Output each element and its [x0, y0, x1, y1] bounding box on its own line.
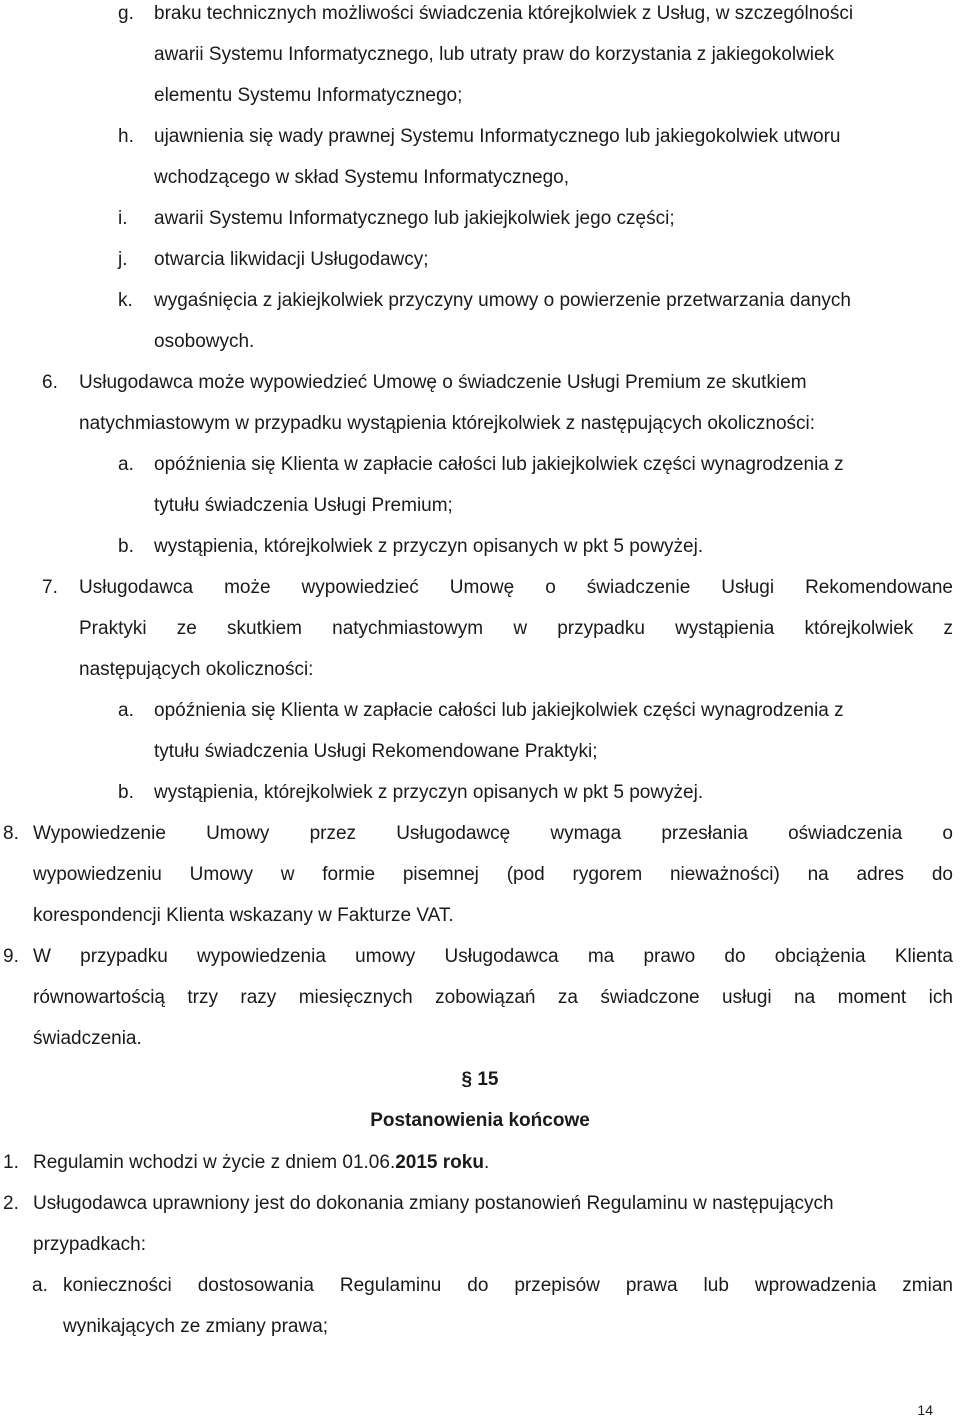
line-text: elementu Systemu Informatycznego;	[154, 85, 463, 106]
line-text: wygaśnięcia z jakiejkolwiek przyczyny umowy o powierzenie przetwarzania danych	[154, 290, 851, 311]
line-text: tytułu świadczenia Usługi Premium;	[154, 495, 453, 516]
list-marker: i.	[118, 208, 128, 229]
line-text: Usługodawca uprawniony jest do dokonania zmiany postanowień Regulaminu w następujących	[33, 1193, 834, 1214]
list-marker: h.	[118, 126, 134, 147]
line-text: wchodzącego w skład Systemu Informatycznego,	[154, 167, 570, 188]
list-marker: a.	[118, 454, 134, 475]
line-text: Regulamin wchodzi w życie z dniem 01.06.2015 roku.	[33, 1152, 490, 1173]
list-marker: 1.	[3, 1152, 19, 1173]
list-marker: b.	[118, 782, 134, 803]
line-text: awarii Systemu Informatycznego lub jakiejkolwiek jego części;	[154, 208, 675, 229]
line-text: Usługodawca może wypowiedzieć Umowę o świadczenie Usługi Rekomendowane	[79, 577, 953, 598]
line-text: opóźnienia się Klienta w zapłacie całości lub jakiejkolwiek części wynagrodzenia z	[154, 454, 844, 475]
list-marker: a.	[118, 700, 134, 721]
list-marker: g.	[118, 3, 134, 24]
line-text: równowartością trzy razy miesięcznych zobowiązań za świadczone usługi na moment ich	[33, 987, 953, 1008]
line-text: opóźnienia się Klienta w zapłacie całości lub jakiejkolwiek części wynagrodzenia z	[154, 700, 844, 721]
line-text: ujawnienia się wady prawnej Systemu Informatycznego lub jakiegokolwiek utworu	[154, 126, 841, 147]
line-text: konieczności dostosowania Regulaminu do przepisów prawa lub wprowadzenia zmian	[63, 1275, 953, 1296]
line-text: Wypowiedzenie Umowy przez Usługodawcę wymaga przesłania oświadczenia o	[33, 823, 953, 844]
line-text: osobowych.	[154, 331, 255, 352]
line-text: wynikających ze zmiany prawa;	[63, 1316, 329, 1337]
list-marker: 2.	[3, 1193, 19, 1214]
list-marker: 9.	[3, 946, 19, 967]
list-marker: j.	[118, 249, 128, 270]
list-marker: 8.	[3, 823, 19, 844]
list-marker: a.	[32, 1275, 48, 1296]
line-text: wystąpienia, którejkolwiek z przyczyn opisanych w pkt 5 powyżej.	[154, 536, 704, 557]
line-text: Usługodawca może wypowiedzieć Umowę o świadczenie Usługi Premium ze skutkiem	[79, 372, 807, 393]
line-text: wypowiedzeniu Umowy w formie pisemnej (pod rygorem nieważności) na adres do	[33, 864, 953, 885]
line-text: świadczenia.	[33, 1028, 142, 1049]
line-text: tytułu świadczenia Usługi Rekomendowane Praktyki;	[154, 741, 598, 762]
line-text: korespondencji Klienta wskazany w Fakturze VAT.	[33, 905, 454, 926]
list-marker: 6.	[42, 372, 58, 393]
line-text: awarii Systemu Informatycznego, lub utraty praw do korzystania z jakiegokolwiek	[154, 44, 835, 65]
heading-text: Postanowienia końcowe	[370, 1110, 590, 1131]
line-text: braku technicznych możliwości świadczenia którejkolwiek z Usług, w szczególności	[154, 3, 854, 24]
list-marker: k.	[118, 290, 133, 311]
line-text: natychmiastowym w przypadku wystąpienia którejkolwiek z następujących okoliczności:	[79, 413, 816, 434]
line-text: otwarcia likwidacji Usługodawcy;	[154, 249, 429, 270]
list-marker: 7.	[42, 577, 58, 598]
line-text: Praktyki ze skutkiem natychmiastowym w przypadku wystąpienia którejkolwiek z	[79, 618, 953, 639]
list-marker: b.	[118, 536, 134, 557]
line-text: W przypadku wypowiedzenia umowy Usługodawca ma prawo do obciążenia Klienta	[33, 946, 953, 967]
heading-text: § 15	[461, 1069, 499, 1090]
line-text: przypadkach:	[33, 1234, 147, 1255]
line-text: wystąpienia, którejkolwiek z przyczyn opisanych w pkt 5 powyżej.	[154, 782, 704, 803]
page-number: 14	[917, 1402, 933, 1418]
line-text: następujących okoliczności:	[79, 659, 314, 680]
